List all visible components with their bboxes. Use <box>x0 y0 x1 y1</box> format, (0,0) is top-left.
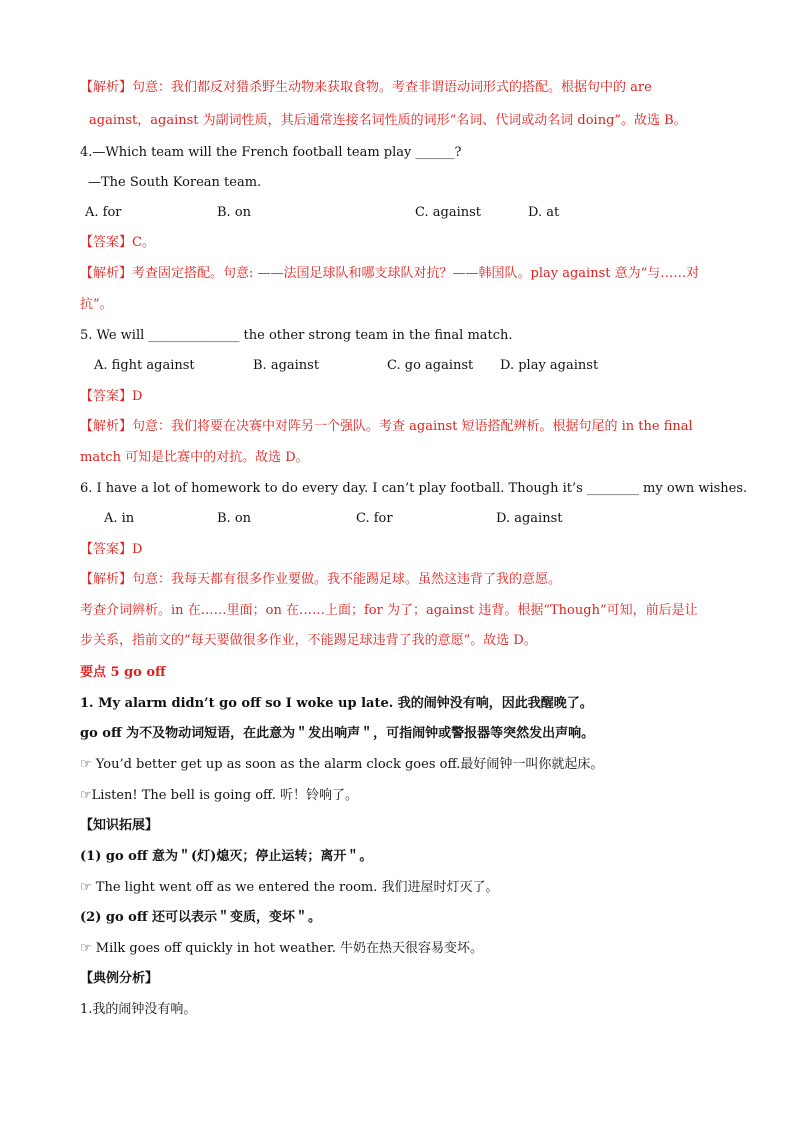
q4-option-d: D. at <box>528 205 560 220</box>
point5-title: 要点 5 go off <box>80 665 166 680</box>
q3-analysis-line2: against，against 为副词性质，其后通常连接名词性质的词形“名词、代词或动名词 doing”。故选 B。 <box>89 113 687 128</box>
q4-option-a: A. for <box>85 205 122 220</box>
q5-analysis-line2: match 可知是比赛中的对抗。故选 D。 <box>80 450 309 465</box>
point5-rule2: go off 为不及物动词短语，在此意为＂发出响声＂，可指闹钟或警报器等突然发出声响。 <box>80 726 595 741</box>
typical-question1: 1.我的闹钟没有响。 <box>80 1002 197 1017</box>
q6-question: 6. I have a lot of homework to do every day. I can’t play football. Though it’s ________ my own wishes. <box>80 481 748 496</box>
typical-analysis-heading: 【典例分析】 <box>80 971 159 986</box>
q6-analysis-line3: 步关系，指前文的“每天要做很多作业，不能踢足球违背了我的意愿”。故选 D。 <box>80 633 537 648</box>
point5-example2: ☞Listen! The bell is going off. 听！铃响了。 <box>80 788 359 803</box>
q4-reply: —The South Korean team. <box>88 175 262 190</box>
q5-question: 5. We will ______________ the other strong team in the final match. <box>80 328 513 343</box>
q5-option-a: A. fight against <box>94 358 195 373</box>
q3-analysis-line1: 【解析】句意：我们都反对猎杀野生动物来获取食物。考查非谓语动词形式的搭配。根据句中的 are <box>80 80 652 95</box>
q6-option-b: B. on <box>217 511 252 526</box>
extension-item2: (2) go off 还可以表示＂变质，变坏＂。 <box>80 910 322 925</box>
q4-answer: 【答案】C。 <box>80 235 155 250</box>
q5-answer: 【答案】D <box>80 389 143 404</box>
q4-option-c: C. against <box>415 205 481 220</box>
q6-analysis-line2: 考查介词辨析。in 在……里面；on 在……上面；for 为了；against 违背。根据“Though”可知，前后是让 <box>80 603 698 618</box>
q6-option-c: C. for <box>356 511 393 526</box>
q6-answer: 【答案】D <box>80 542 143 557</box>
q5-option-c: C. go against <box>387 358 474 373</box>
extension-example1: ☞ The light went off as we entered the room. 我们进屋时灯灭了。 <box>80 880 499 895</box>
q6-option-a: A. in <box>104 511 135 526</box>
q5-option-d: D. play against <box>500 358 599 373</box>
q4-question: 4.—Which team will the French football team play ______? <box>80 145 462 160</box>
q5-analysis-line1: 【解析】句意：我们将要在决赛中对阵另一个强队。考查 against 短语搭配辨析。根据句尾的 in the final <box>80 419 693 434</box>
extension-example2: ☞ Milk goes off quickly in hot weather. 牛奶在热天很容易变坏。 <box>80 941 484 956</box>
extension-heading: 【知识拓展】 <box>80 818 159 833</box>
q4-analysis-line1: 【解析】考查固定搭配。句意: ——法国足球队和哪支球队对抗？——韩国队。play against 意为“与……对 <box>80 266 700 281</box>
point5-rule1: 1. My alarm didn’t go off so I woke up late. 我的闹钟没有响，因此我醒晚了。 <box>80 696 593 711</box>
q5-option-b: B. against <box>253 358 320 373</box>
q4-analysis-line2: 抗”。 <box>80 297 113 312</box>
q6-option-d: D. against <box>496 511 563 526</box>
point5-example1: ☞ You’d better get up as soon as the alarm clock goes off.最好闹钟一叫你就起床。 <box>80 757 604 772</box>
q4-option-b: B. on <box>217 205 252 220</box>
extension-item1: (1) go off 意为＂(灯)熄灭；停止运转；离开＂。 <box>80 849 373 864</box>
q6-analysis-line1: 【解析】句意：我每天都有很多作业要做。我不能踢足球。虽然这违背了我的意愿。 <box>80 572 562 587</box>
